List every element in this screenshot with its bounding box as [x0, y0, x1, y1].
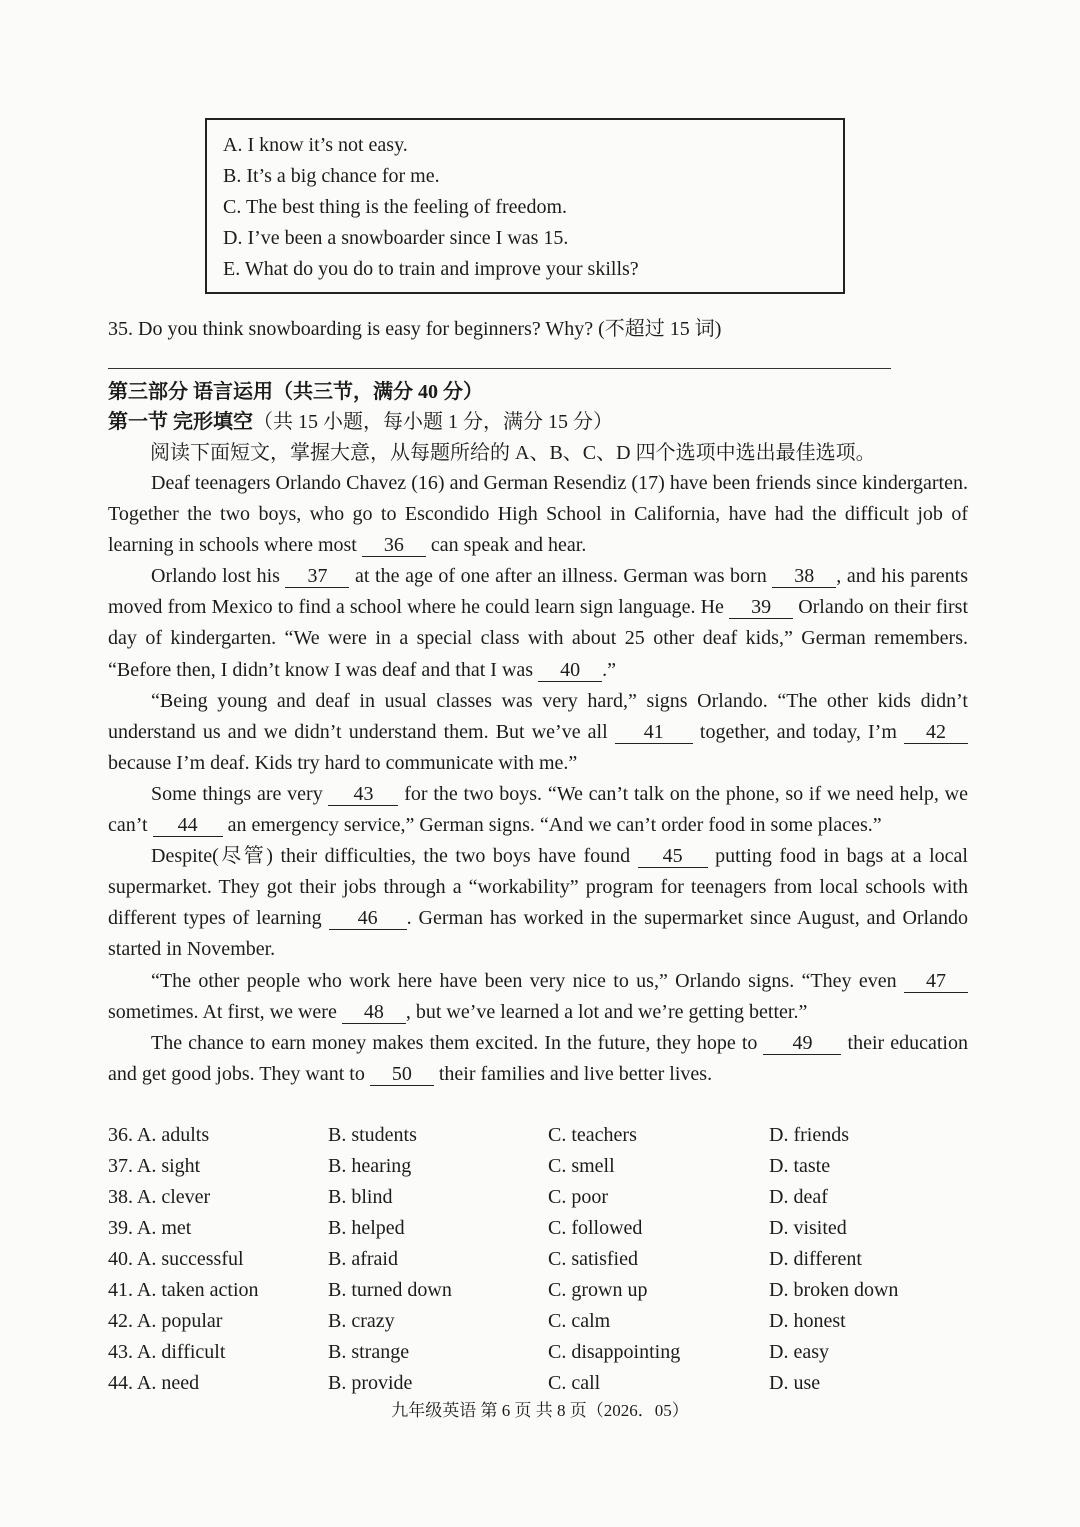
choice-row-44 — [108, 1368, 968, 1399]
choice-d: D. honest — [769, 1310, 846, 1332]
choice-c: C. call — [548, 1372, 601, 1394]
choice-a: 40. A. successful — [108, 1248, 244, 1270]
choice-d: D. broken down — [769, 1279, 899, 1301]
paragraph-4 — [108, 779, 968, 841]
text: together, and today, I’m — [692, 720, 904, 743]
instruction: 阅读下面短文，掌握大意，从每题所给的 A、B、C、D 四个选项中选出最佳选项。 — [150, 442, 876, 464]
text: “The other people who work here have been very nice to us,” Orlando signs. “They even — [151, 969, 904, 992]
choice-a: 44. A. need — [108, 1372, 200, 1394]
text: can speak and hear. — [425, 534, 587, 557]
text: Orlando on their first day of kindergarten. “We were in a special class with about 25 other deaf kids,” German remembers. “Before then, I didn’t know I was deaf and that I was — [108, 596, 968, 681]
text: . German has worked in the supermarket since August, and Orlando started in November. — [108, 907, 968, 961]
paragraph-2 — [108, 561, 968, 685]
blank-45: 45 — [638, 845, 708, 868]
blank-50: 50 — [370, 1063, 434, 1086]
option-c: C. The best thing is the feeling of freedom. — [223, 196, 567, 218]
choice-row-40 — [108, 1244, 968, 1275]
text: Despite(尽管) their difficulties, the two boys have found — [151, 845, 638, 868]
blank-38: 38 — [772, 565, 836, 588]
choice-c: C. followed — [548, 1217, 643, 1239]
choice-b: B. crazy — [328, 1310, 395, 1332]
choice-c: C. calm — [548, 1310, 611, 1332]
choice-row-36 — [108, 1120, 968, 1151]
blank-37: 37 — [285, 565, 349, 588]
text: an emergency service,” German signs. “And we can’t order food in some places.” — [222, 814, 882, 837]
choice-b: B. afraid — [328, 1248, 398, 1270]
question-35: 35. Do you think snowboarding is easy for beginners? Why? (不超过 15 词) — [108, 318, 722, 340]
text: putting food in bags at a local supermarket. They got their jobs through a “workability” program for teenagers from local schools with different types of learning — [108, 845, 968, 930]
text: “Being young and deaf in usual classes was very hard,” signs Orlando. “The other kids didn’t understand us and we didn’t understand them. But we’ve all — [108, 689, 968, 743]
text: Deaf teenagers Orlando Chavez (16) and German Resendiz (17) have been friends since kindergarten. Together the two boys, who go to Escondido High School in California, have had the difficult job of learning in schools where most — [108, 472, 968, 557]
choice-row-43 — [108, 1337, 968, 1368]
choice-row-41 — [108, 1275, 968, 1306]
blank-41: 41 — [615, 721, 693, 744]
section1-heading — [108, 407, 613, 437]
paragraph-1 — [108, 468, 968, 561]
choice-row-37 — [108, 1151, 968, 1182]
options-box — [205, 118, 845, 294]
blank-43: 43 — [328, 783, 398, 806]
blank-42: 42 — [904, 721, 968, 744]
choice-row-38 — [108, 1182, 968, 1213]
page-footer: 九年级英语 第 6 页 共 8 页（2026．05） — [391, 1401, 689, 1420]
choice-d: D. friends — [769, 1124, 849, 1146]
text: The chance to earn money makes them excited. In the future, they hope to — [151, 1031, 764, 1054]
choice-a: 39. A. met — [108, 1217, 192, 1239]
choice-c: C. poor — [548, 1186, 608, 1208]
choice-d: D. easy — [769, 1341, 829, 1363]
choice-b: B. hearing — [328, 1155, 412, 1177]
text: at the age of one after an illness. German was born — [349, 565, 773, 588]
text: their education and get good jobs. They want to — [108, 1031, 968, 1085]
text: for the two boys. “We can’t talk on the phone, so if we need help, we can’t — [108, 782, 968, 837]
blank-47: 47 — [904, 970, 968, 993]
blank-36: 36 — [362, 534, 426, 557]
choice-c: C. disappointing — [548, 1341, 681, 1363]
choice-d: D. different — [769, 1248, 862, 1270]
choices-list — [108, 1120, 968, 1399]
choice-b: B. provide — [328, 1372, 413, 1394]
blank-49: 49 — [763, 1032, 841, 1055]
choice-a: 41. A. taken action — [108, 1279, 259, 1301]
option-a: A. I know it’s not easy. — [223, 134, 408, 156]
choice-a: 43. A. difficult — [108, 1341, 226, 1363]
choice-c: C. smell — [548, 1155, 615, 1177]
blank-39: 39 — [729, 596, 793, 619]
section3-heading-text: 第三部分 语言运用（共三节，满分 40 分） — [108, 381, 483, 403]
choice-b: B. students — [328, 1124, 417, 1146]
choice-d: D. visited — [769, 1217, 847, 1239]
choice-c: C. grown up — [548, 1279, 648, 1301]
choice-d: D. taste — [769, 1155, 831, 1177]
choice-a: 36. A. adults — [108, 1124, 210, 1146]
cloze-passage — [108, 468, 968, 1090]
section3-heading — [108, 377, 483, 407]
choice-b: B. blind — [328, 1186, 393, 1208]
text: , and his parents moved from Mexico to find a school where he could learn sign language. He — [108, 565, 968, 619]
choice-d: D. deaf — [769, 1186, 828, 1208]
paragraph-7 — [108, 1028, 968, 1090]
paragraph-3 — [108, 686, 968, 779]
section1-note: （共 15 小题，每小题 1 分，满分 15 分） — [253, 411, 613, 433]
text: Orlando lost his — [151, 565, 286, 588]
choice-a: 37. A. sight — [108, 1155, 201, 1177]
text: because I’m deaf. Kids try hard to communicate with me.” — [108, 751, 578, 774]
text: their families and live better lives. — [433, 1062, 713, 1085]
text: Some things are very — [151, 782, 329, 805]
choice-a: 38. A. clever — [108, 1186, 211, 1208]
blank-48: 48 — [342, 1001, 406, 1024]
paragraph-5 — [108, 841, 968, 965]
paragraph-6 — [108, 966, 968, 1028]
option-e: E. What do you do to train and improve your skills? — [223, 258, 639, 280]
choice-a: 42. A. popular — [108, 1310, 223, 1332]
option-b: B. It’s a big chance for me. — [223, 165, 440, 187]
choice-d: D. use — [769, 1372, 821, 1394]
text: .” — [602, 658, 616, 681]
blank-44: 44 — [153, 814, 223, 837]
choice-b: B. helped — [328, 1217, 405, 1239]
answer-line — [108, 368, 891, 369]
choice-b: B. turned down — [328, 1279, 452, 1301]
choice-c: C. teachers — [548, 1124, 637, 1146]
choice-row-39 — [108, 1213, 968, 1244]
text: sometimes. At first, we were — [108, 1000, 342, 1023]
option-d: D. I’ve been a snowboarder since I was 15. — [223, 227, 569, 249]
blank-40: 40 — [538, 659, 602, 682]
choice-b: B. strange — [328, 1341, 410, 1363]
text: , but we’ve learned a lot and we’re getting better.” — [405, 1000, 808, 1023]
choice-c: C. satisfied — [548, 1248, 638, 1270]
blank-46: 46 — [329, 907, 407, 930]
section1-title: 第一节 完形填空 — [108, 411, 253, 433]
choice-row-42 — [108, 1306, 968, 1337]
